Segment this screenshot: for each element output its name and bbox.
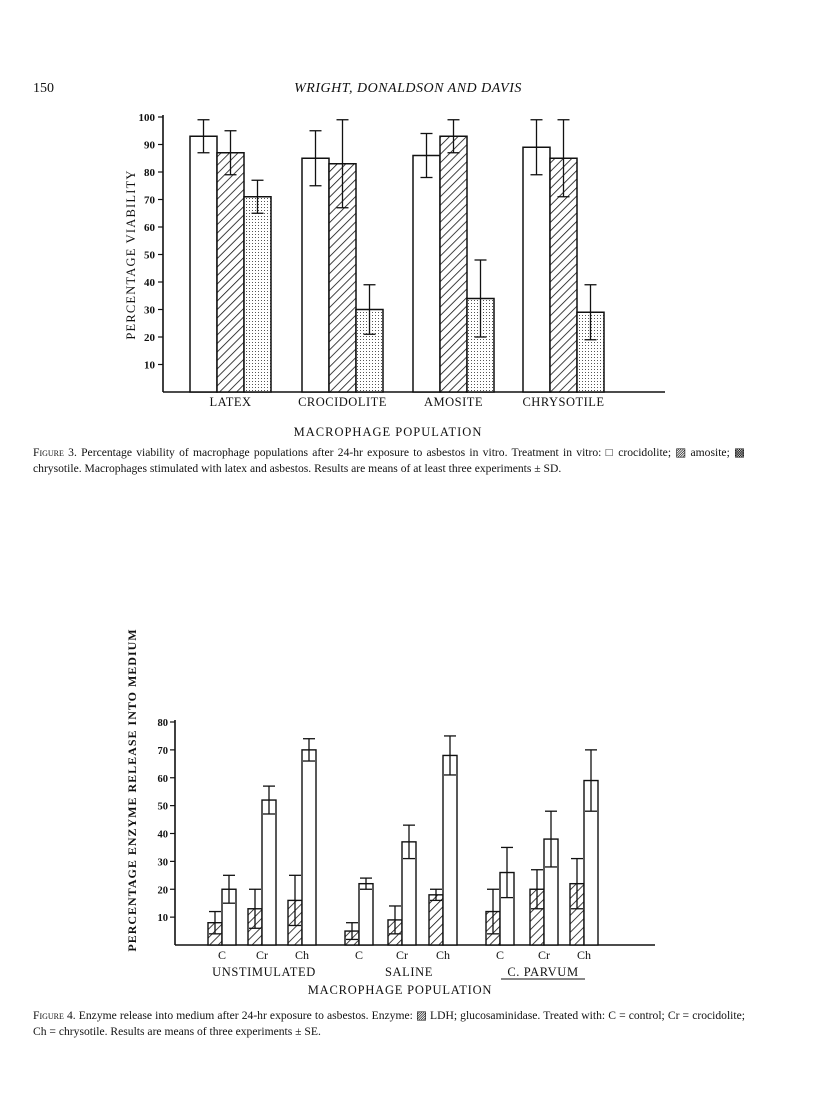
figure-4-caption-text: Enzyme release into medium after 24-hr exposure to asbestos. Enzyme: ▨ LDH; glucosaminidase. Treated with: C = control; Cr = crocidolite; Ch = chrysotile. Results are means of three experiments ± SE. <box>33 1009 745 1038</box>
fig3-category-label: LATEX <box>209 395 252 409</box>
fig4-y-tick-label: 30 <box>157 857 168 869</box>
fig3-y-tick-label: 60 <box>144 222 155 234</box>
fig3-y-tick-label: 70 <box>144 194 155 207</box>
fig4-group-label: UNSTIMULATED <box>212 965 316 979</box>
figure-3-caption <box>33 445 745 476</box>
fig3-bar <box>302 158 329 392</box>
fig3-bar <box>413 156 440 393</box>
fig3-x-axis-label: MACROPHAGE POPULATION <box>293 425 483 439</box>
fig4-x-axis-label: MACROPHAGE POPULATION <box>307 983 493 997</box>
fig3-y-tick-label: 40 <box>144 277 155 289</box>
fig3-category-label: AMOSITE <box>423 395 484 409</box>
fig4-category-label: Cr <box>256 948 268 962</box>
fig4-category-label: Ch <box>576 948 592 962</box>
fig4-group-label: C. PARVUM <box>507 965 579 979</box>
page-number: 150 <box>33 81 54 96</box>
figure-4-caption-label: Figure 4. <box>33 1009 76 1022</box>
fig4-bar <box>359 884 373 945</box>
fig3-category-label: CHRYSOTILE <box>522 395 605 409</box>
fig4-y-tick-label: 20 <box>157 885 168 897</box>
fig4-category-label: Ch <box>294 948 310 962</box>
fig3-bar <box>440 136 467 392</box>
fig3-y-tick-label: 80 <box>144 167 155 179</box>
fig4-category-label: C <box>495 948 505 962</box>
fig4-bar <box>262 800 276 945</box>
figure-3-caption-label: Figure 3. <box>33 446 77 459</box>
fig3-y-axis-label: PERCENTAGE VIABILITY <box>124 169 138 340</box>
fig3-category-label: CROCIDOLITE <box>298 395 387 409</box>
fig4-y-tick-label: 50 <box>157 801 168 813</box>
fig4-category-label: C <box>217 948 227 962</box>
fig3-y-tick-label: 50 <box>144 249 155 262</box>
fig3-bar <box>190 136 217 392</box>
fig4-category-label: C <box>354 948 364 962</box>
figure-4-chart <box>125 628 655 997</box>
fig4-category-label: Ch <box>435 948 451 962</box>
fig4-y-tick-label: 80 <box>157 718 168 729</box>
figure-3-caption-text: Percentage viability of macrophage populations after 24-hr exposure to asbestos in vitro. Treatment in vitro: □ crocidolite; ▨ amosite; ▩ chrysotile. Macrophages stimulated with latex and asbestos. Results are means of at least three experiments ± SD. <box>33 446 746 475</box>
fig4-bar <box>443 755 457 945</box>
fig3-bar <box>217 153 244 392</box>
figure-3-chart <box>124 112 665 439</box>
fig4-bar <box>302 750 316 945</box>
fig4-category-label: Cr <box>538 948 550 962</box>
fig3-y-tick-label: 10 <box>144 359 155 372</box>
fig4-group-label: SALINE <box>384 965 434 979</box>
fig4-bar <box>429 895 443 945</box>
fig4-y-tick-label: 40 <box>157 829 168 841</box>
fig4-y-axis-label: PERCENTAGE ENZYME RELEASE INTO MEDIUM <box>125 628 139 952</box>
fig3-y-tick-label: 30 <box>144 304 155 317</box>
figure-4-caption <box>33 1008 745 1039</box>
fig3-bar <box>523 147 550 392</box>
fig4-category-label: Cr <box>396 948 408 962</box>
fig4-y-tick-label: 70 <box>157 745 168 757</box>
fig3-y-tick-label: 20 <box>144 332 155 344</box>
fig3-y-tick-label: 100 <box>138 112 155 124</box>
fig4-y-tick-label: 60 <box>157 773 168 785</box>
running-head: WRIGHT, DONALDSON AND DAVIS <box>294 81 522 96</box>
fig3-y-tick-label: 90 <box>144 139 155 152</box>
fig3-bar <box>244 197 271 392</box>
fig4-y-tick-label: 10 <box>157 913 168 925</box>
